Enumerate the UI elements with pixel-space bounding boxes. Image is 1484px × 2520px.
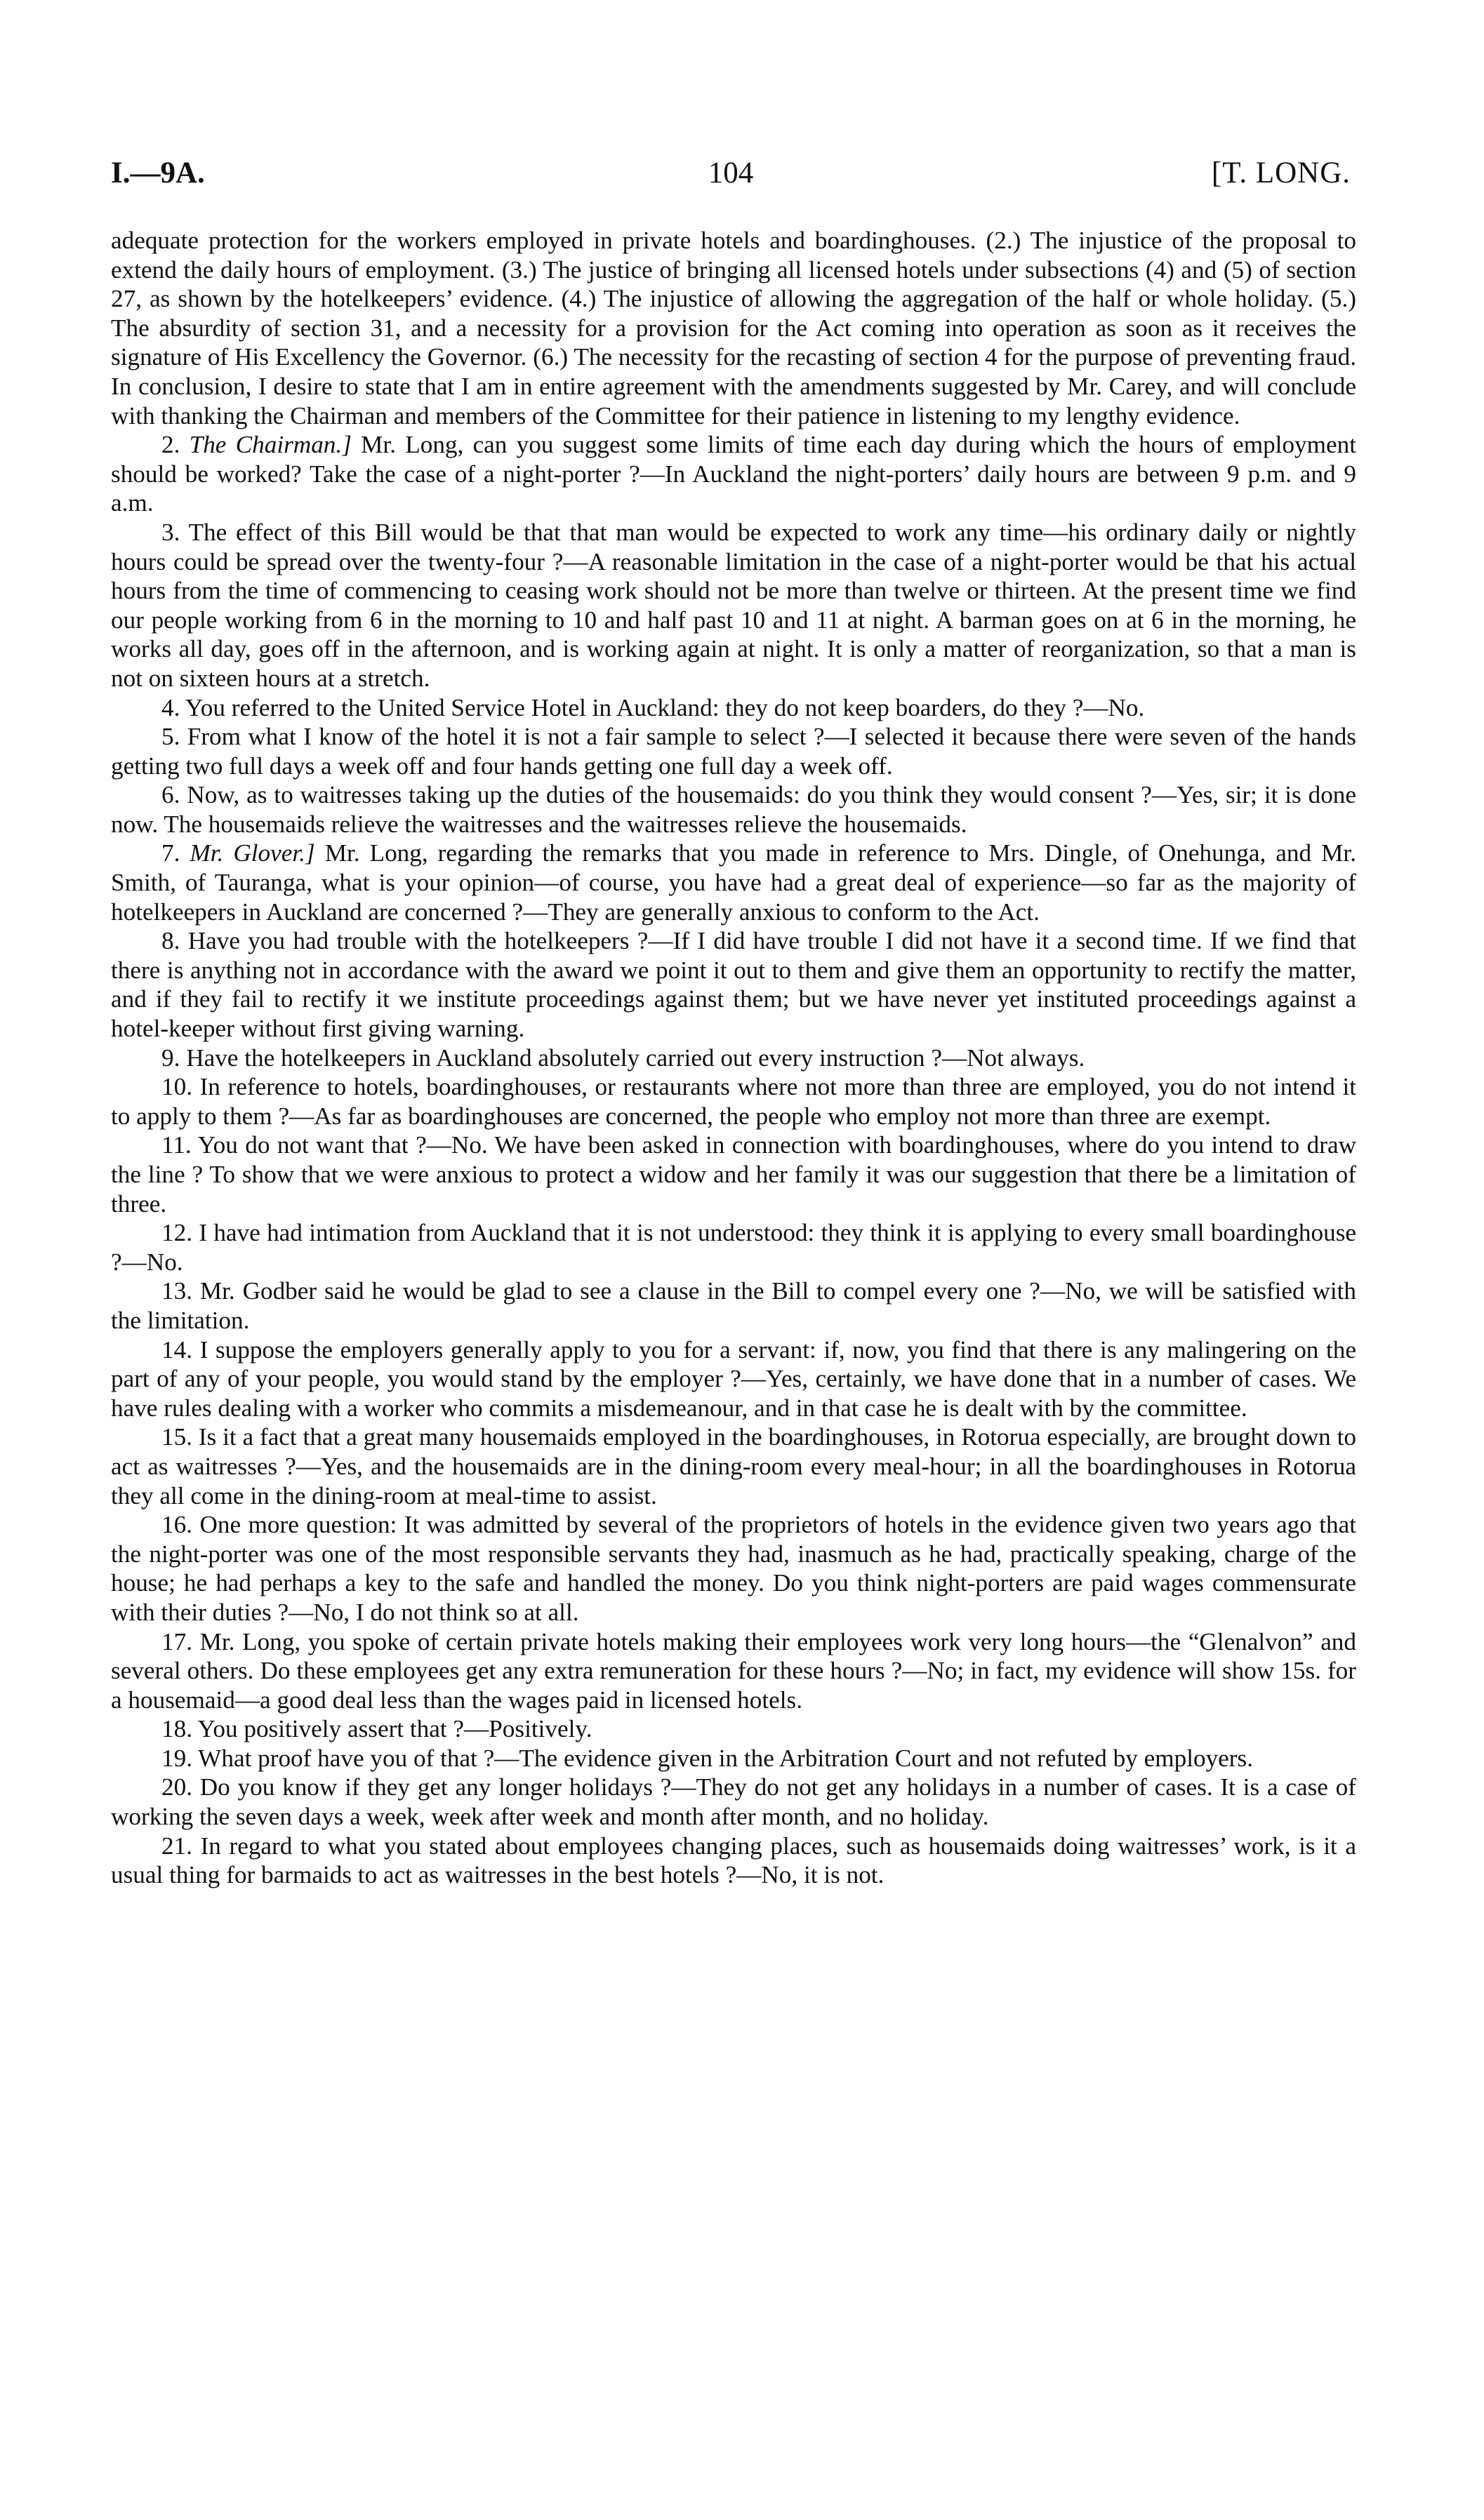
question-number: 17. xyxy=(161,1627,192,1655)
paragraph-text: Mr. Godber said he would be glad to see a clause in the Bill to compel every one ?—No, we will be satisfied with the limitation. xyxy=(111,1277,1357,1334)
paragraph xyxy=(111,1744,1356,1773)
paragraph-text: The effect of this Bill would be that that man would be expected to work any time—his ordinary daily or nightly hours could be spread over the twenty-four ?—A reasonable limitation in the case of a night-porter would be that his actual hours from the time of commencing to ceasing work should not be more than twelve or thirteen. At the present time we find our people working from 6 in the morning to 10 and half past 10 and 11 at night. A barman goes on at 6 in the morning, he works all day, goes off in the afternoon, and is working again at night. It is only a matter of reorganization, so that a man is not on sixteen hours at a stretch. xyxy=(111,518,1356,692)
question-number: 18. xyxy=(161,1715,192,1743)
paragraph-text: Mr. Long, can you suggest some limits of time each day during which the hours of employment should be worked? Take the case of a night-porter ?—In Auckland the night-porters’ daily hours are between 9 p.m. and 9 a.m. xyxy=(111,431,1356,517)
question-number: 16. xyxy=(161,1511,192,1539)
paragraph xyxy=(111,926,1356,1043)
paper-reference: I.—9A. xyxy=(111,156,205,189)
paragraph-text: I have had intimation from Auckland that it is not understood: they think it is applying to every small boardinghouse ?—No. xyxy=(111,1219,1357,1276)
paragraph-text: You positively assert that ?—Positively. xyxy=(197,1715,592,1743)
paragraph xyxy=(111,780,1356,839)
paragraph-text: In reference to hotels, boardinghouses, or restaurants where not more than three are employed, you do not intend it to apply to them ?—As far as boardinghouses are concerned, the people who employ not more than three are exempt. xyxy=(111,1073,1357,1130)
question-number: 11. xyxy=(161,1131,192,1159)
paragraph xyxy=(111,693,1356,723)
question-number: 12. xyxy=(161,1219,192,1247)
question-number: 20. xyxy=(161,1773,192,1801)
paragraph xyxy=(111,1131,1356,1218)
paragraph-text: You do not want that ?—No. We have been asked in connection with boardinghouses, where do you intend to draw the line ? To show that we were anxious to protect a widow and her family it was our suggestion that there be a limitation of three. xyxy=(111,1131,1356,1218)
paragraph xyxy=(111,1714,1356,1744)
witness-name: [T. LONG. xyxy=(1211,156,1351,189)
question-number: 4. xyxy=(161,693,180,721)
paragraph xyxy=(111,1335,1356,1423)
paragraph xyxy=(111,1510,1356,1627)
paragraph-text: You referred to the United Service Hotel in Auckland: they do not keep boarders, do they ?—No. xyxy=(185,693,1145,721)
paragraph-text: One more question: It was admitted by several of the proprietors of hotels in the evidence given two years ago that the night-porter was one of the most responsible servants they had, inasmuch as he had, practically speaking, charge of the house; he had perhaps a key to the safe and handled the money. Do you think night-porters are paid wages commensurate with their duties ?—No, I do not think so at all. xyxy=(111,1511,1357,1626)
question-number: 9. xyxy=(161,1044,180,1072)
paragraph-text: From what I know of the hotel it is not a fair sample to select ?—I selected it because there were seven of the hands getting two full days a week off and four hands getting one full day a week off. xyxy=(111,723,1356,780)
paragraph xyxy=(111,1072,1356,1131)
question-number: 5. xyxy=(161,723,180,751)
paragraph-text: Mr. Long, you spoke of certain private hotels making their employees work very long hours—the “Glenalvon” and several others. Do these employees get any extra remuneration for these hours ?—No; in fact, my evidence will show 15s. for a housemaid—a good deal less than the wages paid in licensed hotels. xyxy=(111,1627,1356,1714)
speaker-label: The Chairman.] xyxy=(189,431,352,459)
paragraph xyxy=(111,1218,1356,1276)
paragraph xyxy=(111,1627,1356,1715)
paragraph xyxy=(111,430,1356,518)
paragraph-text: What proof have you of that ?—The evidence given in the Arbitration Court and not refuted by employers. xyxy=(198,1744,1253,1772)
paragraph-text: adequate protection for the workers employed in private hotels and boardinghouses. (2.) The injustice of the proposal to extend the daily hours of employment. (3.) The justice of bringing all licensed hotels under subsections (4) and (5) of section 27, as shown by the hotelkeepers’ evidence. (4.) The injustice of allowing the aggregation of the half or whole holiday. (5.) The absurdity of section 31, and a necessity for a provision for the Act coming into operation as soon as it receives the signature of His Excellency the Governor. (6.) The necessity for the recasting of section 4 for the purpose of preventing fraud. In conclusion, I desire to state that I am in entire agreement with the amendments suggested by Mr. Carey, and will conclude with thanking the Chairman and members of the Committee for their patience in listening to my lengthy evidence. xyxy=(111,227,1356,429)
paragraph-text: In regard to what you stated about employees changing places, such as housemaids doing waitresses’ work, is it a usual thing for barmaids to act as waitresses in the best hotels ?—No, it is not. xyxy=(111,1832,1356,1889)
paragraph-text: Mr. Long, regarding the remarks that you made in reference to Mrs. Dingle, of Onehunga, and Mr. Smith, of Tauranga, what is your opinion—of course, you have had a great deal of experience—so far as the majority of hotelkeepers in Auckland are concerned ?—They are generally anxious to conform to the Act. xyxy=(111,839,1357,926)
paragraph xyxy=(111,1044,1356,1073)
paragraph xyxy=(111,1832,1356,1890)
paragraph xyxy=(111,722,1356,780)
question-number: 13. xyxy=(161,1277,192,1305)
question-number: 3. xyxy=(161,518,180,546)
question-number: 21. xyxy=(161,1832,192,1860)
question-number: 14. xyxy=(161,1335,192,1364)
paragraph-text: Is it a fact that a great many housemaids employed in the boardinghouses, in Rotorua especially, are brought down to act as waitresses ?—Yes, and the housemaids are in the dining-room every meal-hour; in all the boardinghouses in Rotorua they all come in the dining-room at meal-time to assist. xyxy=(111,1423,1356,1509)
speaker-label: Mr. Glover.] xyxy=(190,839,315,867)
paragraph xyxy=(111,839,1356,926)
paragraph xyxy=(111,518,1356,693)
question-number: 6. xyxy=(161,781,180,809)
question-number: 2. xyxy=(161,431,180,459)
paragraph-text: Have you had trouble with the hotelkeepers ?—If I did have trouble I did not have it a second time. If we find that there is anything not in accordance with the award we point it out to them and give them an opportunity to rectify the matter, and if they fail to rectify it we institute proceedings against them; but we have never yet instituted proceedings against a hotel-keeper without first giving warning. xyxy=(111,927,1356,1043)
question-number: 15. xyxy=(161,1423,192,1451)
paragraph-text: Do you know if they get any longer holidays ?—They do not get any holidays in a number of cases. It is a case of working the seven days a week, week after week and month after month, and no holiday. xyxy=(111,1773,1356,1831)
paragraph-text: Now, as to waitresses taking up the duties of the housemaids: do you think they would consent ?—Yes, sir; it is done now. The housemaids relieve the waitresses and the waitresses relieve the housemaids. xyxy=(111,781,1356,838)
paragraph xyxy=(111,1773,1356,1831)
paragraph-text: I suppose the employers generally apply to you for a servant: if, now, you find that there is any malingering on the part of any of your people, you would stand by the employer ?—Yes, certainly, we have done that in a number of cases. We have rules dealing with a worker who commits a misdemeanour, and in that case he is dealt with by the committee. xyxy=(111,1335,1356,1422)
paragraph xyxy=(111,226,1356,430)
paragraph-text: Have the hotelkeepers in Auckland absolutely carried out every instruction ?—Not always. xyxy=(186,1044,1085,1072)
paragraph xyxy=(111,1422,1356,1510)
page-body xyxy=(111,226,1356,1890)
page-number: 104 xyxy=(708,156,754,189)
question-number: 7. xyxy=(161,839,180,867)
page-header xyxy=(111,156,1351,198)
question-number: 8. xyxy=(161,927,180,955)
question-number: 10. xyxy=(161,1073,192,1101)
paragraph xyxy=(111,1276,1356,1335)
question-number: 19. xyxy=(161,1744,192,1772)
